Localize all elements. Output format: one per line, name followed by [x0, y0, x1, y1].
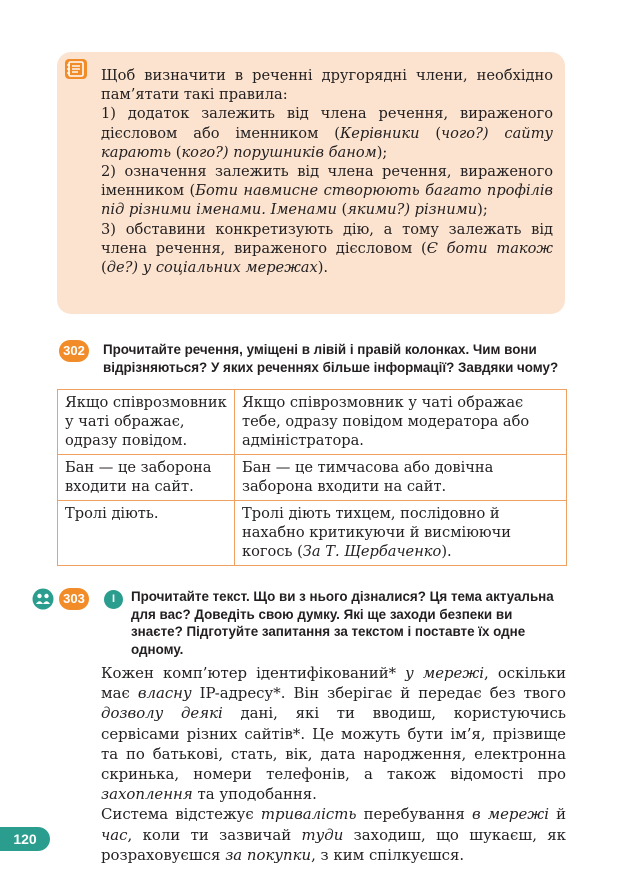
text-segment: , з ким спілкуєшся.: [311, 845, 465, 864]
text-segment: (: [336, 201, 348, 219]
group-work-icon: [31, 588, 55, 610]
reading-text: [101, 663, 566, 865]
task-302-instruction: Прочитайте речення, уміщені в лівій і правій колонках. Чим вони відрізняються? У яких реченнях більше інформації? Завдяки чому?: [103, 342, 559, 375]
table-cell-left: Якщо співрозмовник у чаті ображає, одразу повідом.: [58, 390, 235, 455]
text-segment: Якщо співрозмовник у чаті ображає тебе, одразу повідом модератора або адміністратора.: [242, 394, 530, 449]
text-segment: (: [171, 143, 182, 161]
text-segment: й: [548, 805, 566, 824]
italic-text: туди: [301, 825, 344, 844]
text-segment: ).: [317, 259, 329, 277]
table-cell-left: Тролі діють.: [58, 501, 235, 566]
italic-text: Керівники: [339, 124, 420, 142]
page-number: 120: [0, 827, 50, 851]
table-cell-right: [235, 390, 567, 455]
text-segment: 3) обставини конкретизують дію, а тому залежать від члена речення, вираженого дієсловом (: [101, 220, 553, 257]
italic-text: де?) у соціальних мережах: [106, 259, 318, 277]
text-segment: (: [419, 124, 442, 142]
rule-item-adverbial: [101, 220, 553, 278]
italic-text: Боти навмисне створюють багато профілів під різними іменами. Іменами: [101, 182, 553, 219]
text-segment: Тролі діють тихцем, послідовно й нахабно критикуючи й висміюючи когось (: [242, 505, 512, 560]
italic-text: дозволу деякі: [101, 704, 223, 723]
italic-text: тривалість: [260, 805, 357, 824]
text-segment: та уподобання.: [192, 785, 317, 804]
comparison-table: [57, 389, 567, 566]
rule-intro: [101, 66, 553, 104]
italic-text: За Т. Щербаченко: [302, 543, 442, 560]
difficulty-level-badge: I: [104, 590, 123, 609]
italic-text: захоплення: [101, 785, 193, 804]
text-segment: );: [376, 143, 388, 161]
table-cell-right: [235, 455, 567, 501]
table-row: [58, 390, 567, 455]
text-segment: перебування: [356, 805, 472, 824]
text-segment: ).: [441, 543, 452, 560]
italic-text: Є боти також: [426, 239, 553, 257]
text-segment: Кожен комп’ютер ідентифікований*: [101, 664, 406, 682]
notebook-icon: [65, 59, 87, 79]
task-number-303: 303: [59, 588, 89, 610]
table-cell-left: Бан — це заборона входити на сайт.: [58, 455, 235, 501]
task-303-instruction: Прочитайте текст. Що ви з нього дізналися? Ця тема актуальна для вас? Доведіть свою думку. Які ще заходи безпеки ви знаєте? Підготуйте запитання за текстом і поставте їх одне одному.: [131, 589, 554, 657]
rule-item-attribute: [101, 162, 553, 220]
text-segment: Система відстежує: [101, 805, 261, 824]
text-segment: Щоб визначити в реченні другорядні члени, необхідно пам’ятати такі правила:: [101, 67, 553, 104]
table-row: [58, 455, 567, 501]
text-segment: , коли ти зазвичай: [127, 825, 302, 844]
italic-text: у мережі: [405, 664, 485, 682]
task-number-302: 302: [59, 340, 89, 362]
italic-text: чого?) сайту карають: [101, 124, 553, 161]
text-segment: 2) означення залежить від члена речення, вираженого іменником (: [101, 163, 553, 200]
italic-text: час: [101, 825, 128, 844]
text-segment: Бан — це тимчасова або довічна заборона входити на сайт.: [242, 459, 494, 495]
rule-text: [101, 66, 553, 277]
table-cell-right: [235, 501, 567, 566]
text-segment: IP-адресу*. Він зберігає й передає без твого: [191, 684, 566, 703]
italic-text: якими?) різними: [347, 201, 478, 219]
italic-text: кого?) порушників баном: [181, 143, 377, 161]
text-segment: 1) додаток залежить від члена речення, вираженого дієсловом або іменником (: [101, 105, 553, 142]
paragraph: [101, 804, 566, 865]
text-segment: заходиш, що шукаєш, як розраховуєшся: [101, 825, 566, 864]
italic-text: власну: [137, 684, 192, 703]
table-row: [58, 501, 567, 566]
text-segment: , оскільки має: [101, 664, 567, 703]
italic-text: за покупки: [225, 845, 312, 864]
text-segment: );: [477, 201, 488, 219]
paragraph: [101, 663, 566, 804]
text-segment: (: [101, 259, 107, 277]
rule-item-object: [101, 104, 553, 162]
italic-text: в мережі: [472, 805, 549, 824]
text-segment: дані, які ти вводиш, користуючись сервісами різних сайтів*. Це можуть бути ім’я, прізвище та по батькові, стать, вік, дата народження, електронна скринька, номери телефонів, а також відомості про: [101, 704, 566, 784]
